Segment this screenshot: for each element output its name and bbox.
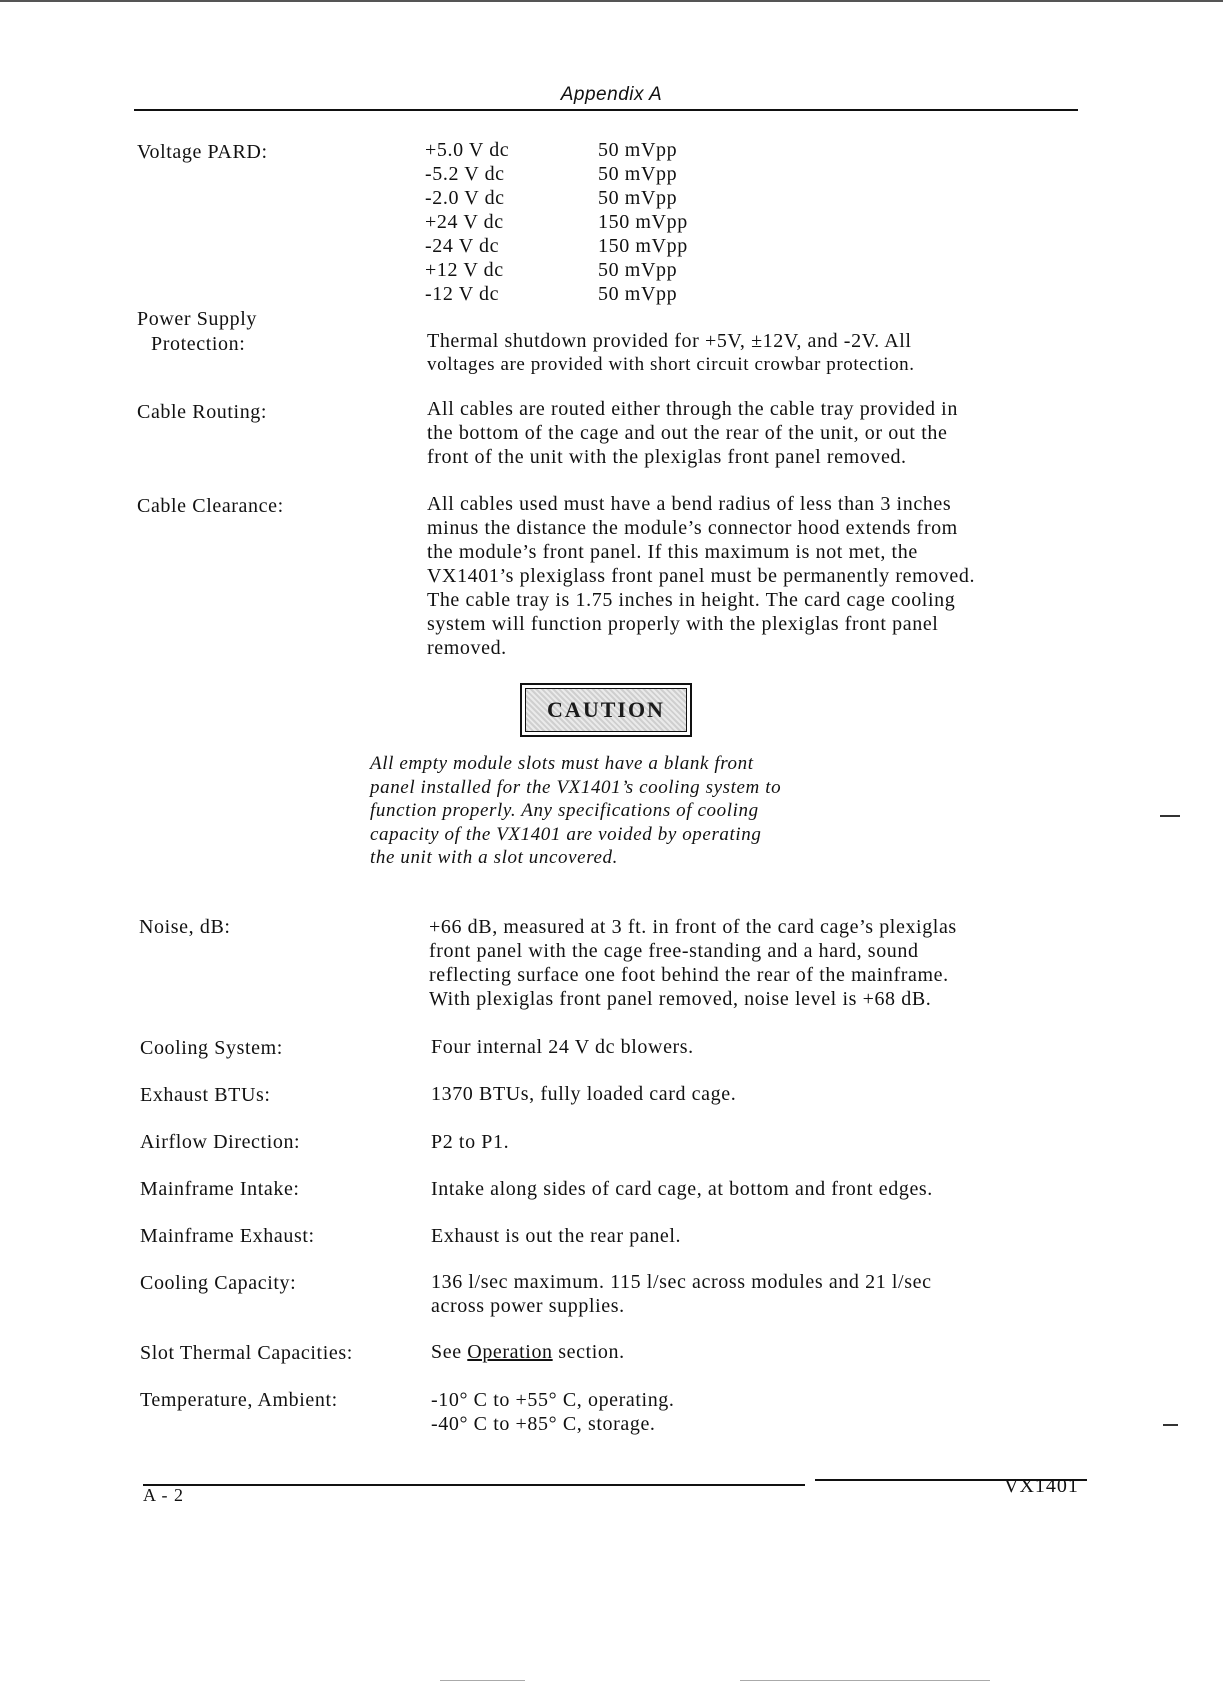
voltage-pard-label: Voltage PARD: (137, 141, 268, 163)
exhaust-btus-label: Exhaust BTUs: (140, 1084, 271, 1106)
pard-row: +24 V dc 150 mVpp (425, 211, 688, 233)
protection-label-line2: Protection: (151, 333, 246, 355)
voltage-pard-table (425, 138, 688, 306)
temperature-label: Temperature, Ambient: (140, 1389, 338, 1411)
pard-row: -12 V dc 50 mVpp (425, 283, 678, 305)
pard-row: +12 V dc 50 mVpp (425, 259, 678, 281)
mainframe-intake-value: Intake along sides of card cage, at bottom and front edges. (431, 1178, 933, 1200)
pard-row: -2.0 V dc 50 mVpp (425, 187, 678, 209)
airflow-direction-value: P2 to P1. (431, 1131, 510, 1153)
footer-model: VX1401 (1004, 1475, 1079, 1497)
operation-section-link[interactable]: Operation (467, 1341, 553, 1363)
margin-mark (1163, 1424, 1178, 1426)
temperature-text: -10° C to +55° C, operating. -40° C to +85° C, storage. (431, 1389, 675, 1435)
footer-rule-left (143, 1484, 805, 1486)
mainframe-intake-label: Mainframe Intake: (140, 1178, 300, 1200)
mainframe-exhaust-label: Mainframe Exhaust: (140, 1225, 315, 1247)
bottom-edge-line (740, 1680, 990, 1681)
cooling-system-label: Cooling System: (140, 1037, 283, 1059)
noise-text: +66 dB, measured at 3 ft. in front of the card cage’s plexiglas front panel with the cage free-standing and a hard, sound reflecting surface one foot behind the rear of the mainframe. With plexiglas front panel removed, noise level is +68 dB. (429, 916, 957, 1010)
cooling-capacity-label: Cooling Capacity: (140, 1272, 297, 1294)
caution-box (520, 683, 692, 737)
slot-thermal-label: Slot Thermal Capacities: (140, 1342, 353, 1364)
page-header-title: Appendix A (560, 84, 663, 105)
footer-page-number: A - 2 (143, 1485, 184, 1505)
protection-label-line1: Power Supply (137, 308, 257, 330)
cable-clearance-label: Cable Clearance: (137, 495, 284, 517)
pard-row: -5.2 V dc 50 mVpp (425, 163, 678, 185)
caution-text: All empty module slots must have a blank front panel installed for the VX1401’s cooling system to function properly. Any specifications of cooling capacity of the VX1401 are voided by operating the unit with a slot uncovered. (370, 753, 782, 868)
protection-text: Thermal shutdown provided for +5V, ±12V, and -2V. All voltages are provided with short circuit crowbar protection. (427, 330, 915, 375)
cooling-capacity-text: 136 l/sec maximum. 115 l/sec across modules and 21 l/sec across power supplies. (431, 1271, 932, 1317)
top-edge-rule (0, 0, 1223, 2)
pard-row: -24 V dc 150 mVpp (425, 235, 688, 257)
pard-row: +5.0 V dc 50 mVpp (425, 139, 678, 161)
margin-mark (1160, 815, 1180, 817)
mainframe-exhaust-value: Exhaust is out the rear panel. (431, 1225, 682, 1247)
cooling-system-value: Four internal 24 V dc blowers. (431, 1036, 694, 1058)
bottom-edge-line (440, 1680, 525, 1681)
cable-routing-text: All cables are routed either through the cable tray provided in the bottom of the cage and out the rear of the unit, or out the front of the unit with the plexiglas front panel removed. (427, 398, 958, 468)
noise-label: Noise, dB: (139, 916, 231, 938)
cable-routing-label: Cable Routing: (137, 401, 268, 423)
exhaust-btus-value: 1370 BTUs, fully loaded card cage. (431, 1083, 737, 1105)
airflow-direction-label: Airflow Direction: (140, 1131, 301, 1153)
slot-thermal-value: See Operation section. (431, 1341, 625, 1363)
cable-clearance-text: All cables used must have a bend radius of less than 3 inches minus the distance the module’s connector hood extends from the module’s front panel. If this maximum is not met, the VX1401’s plexiglass front panel must be permanently removed. The cable tray is 1.75 inches in height. The card cage cooling system will function properly with the plexiglas front panel removed. (427, 493, 976, 659)
caution-title: CAUTION (525, 688, 687, 732)
header-rule (134, 109, 1078, 111)
